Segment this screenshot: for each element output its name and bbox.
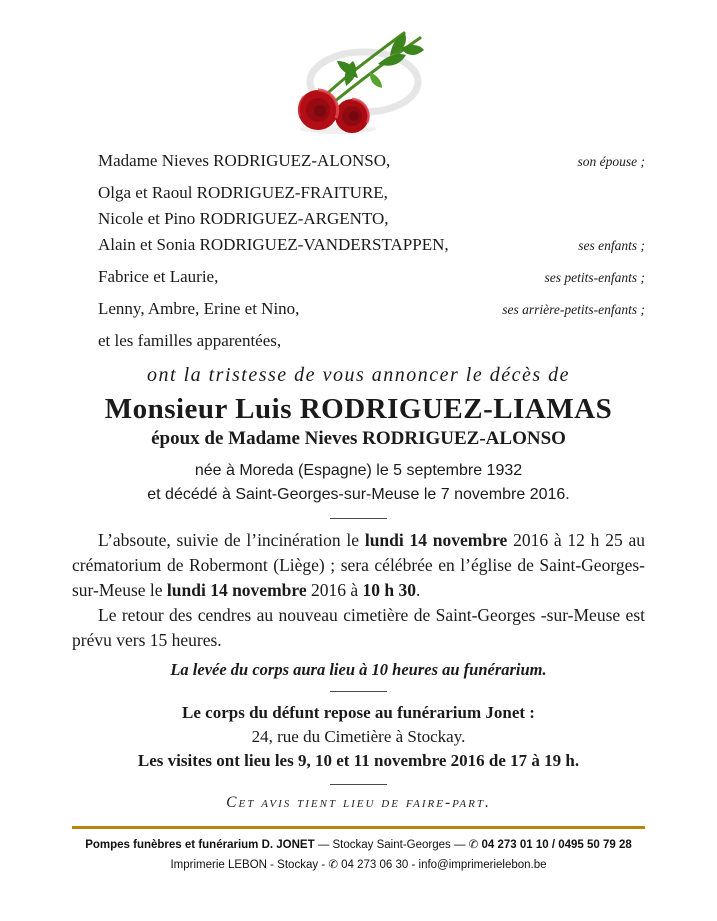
family-row xyxy=(72,148,645,175)
family-names: Madame Nieves RODRIGUEZ-ALONSO, xyxy=(98,151,391,170)
ceremony-paragraph xyxy=(72,528,645,603)
ashes-return-paragraph: Le retour des cendres au nouveau cimetière de Saint-Georges -sur-Meuse est prévu vers 15 heures. xyxy=(72,605,645,650)
family-row xyxy=(72,264,645,291)
phone-icon: ✆ xyxy=(328,859,338,871)
family-relation: ses enfants ; xyxy=(578,238,645,253)
death-line: et décédé à Saint-Georges-sur-Meuse le 7 novembre 2016. xyxy=(147,486,570,503)
family-names: et les familles apparentées, xyxy=(98,331,282,350)
family-section xyxy=(72,148,645,354)
footer-printer-line xyxy=(72,855,645,875)
ceremony-date-bold: lundi 14 novembre xyxy=(364,530,508,550)
footer-company-phones: 04 273 01 10 / 0495 50 79 28 xyxy=(478,839,632,851)
family-row xyxy=(72,232,645,259)
spouse-line: époux de Madame Nieves RODRIGUEZ-ALONSO xyxy=(151,428,566,449)
roses-image xyxy=(280,26,438,136)
section-divider xyxy=(330,518,387,519)
footer-company-line xyxy=(72,835,645,855)
ceremony-text: 2016 à 12 h 25 au crématorium de Robermont (Liège) ; sera célébrée en l’église de Saint-Georges-sur-Meuse le xyxy=(72,530,645,600)
visits-line: Les visites ont lieu les 9, 10 et 11 novembre 2016 de 17 à 19 h. xyxy=(137,751,580,770)
repose-line: Le corps du défunt repose au funérarium Jonet : xyxy=(182,703,535,722)
ceremony-text: L’absoute, suivie de l’incinération le xyxy=(98,530,365,550)
ceremony-text: . xyxy=(416,580,421,600)
footer-printer-contact: 04 273 06 30 - info@imprimerielebon.be xyxy=(337,859,547,871)
family-names: Lenny, Ambre, Erine et Nino, xyxy=(98,299,300,318)
announcement-intro: ont la tristesse de vous annoncer le décès de xyxy=(147,364,570,386)
footer-company-name: Pompes funèbres et funérarium D. JONET xyxy=(85,839,315,851)
ceremony-date-bold: lundi 14 novembre xyxy=(166,580,307,600)
birth-line: née à Moreda (Espagne) le 5 septembre 1932 xyxy=(194,462,523,479)
family-names: Nicole et Pino RODRIGUEZ-ARGENTO, xyxy=(98,209,389,228)
ceremony-time-bold: 10 h 30 xyxy=(362,580,416,600)
family-row xyxy=(72,206,645,232)
family-names: Alain et Sonia RODRIGUEZ-VANDERSTAPPEN, xyxy=(98,235,449,254)
phone-icon: ✆ xyxy=(468,839,479,851)
section-divider xyxy=(330,784,387,785)
levee-line: La levée du corps aura lieu à 10 heures au funérarium. xyxy=(170,660,547,679)
family-relation: ses arrière-petits-enfants ; xyxy=(502,302,645,317)
deceased-name: Monsieur Luis RODRIGUEZ-LIAMAS xyxy=(104,393,613,425)
legal-notice-line: Cet avis tient lieu de faire-part. xyxy=(226,794,491,811)
family-row xyxy=(72,180,645,206)
footer-rule xyxy=(72,826,645,829)
family-relation: son épouse ; xyxy=(577,154,645,169)
roses-image-container xyxy=(72,26,645,138)
section-divider xyxy=(330,691,387,692)
ceremony-text: 2016 à xyxy=(306,580,363,600)
family-names: Fabrice et Laurie, xyxy=(98,267,219,286)
family-relation: ses petits-enfants ; xyxy=(544,270,645,285)
address-line: 24, rue du Cimetière à Stockay. xyxy=(251,727,466,746)
footer-company-location: — Stockay Saint-Georges — xyxy=(314,839,469,851)
family-row xyxy=(72,328,645,354)
family-row xyxy=(72,296,645,323)
family-names: Olga et Raoul RODRIGUEZ-FRAITURE, xyxy=(98,183,388,202)
footer-printer-name: Imprimerie LEBON - Stockay - xyxy=(170,859,329,871)
